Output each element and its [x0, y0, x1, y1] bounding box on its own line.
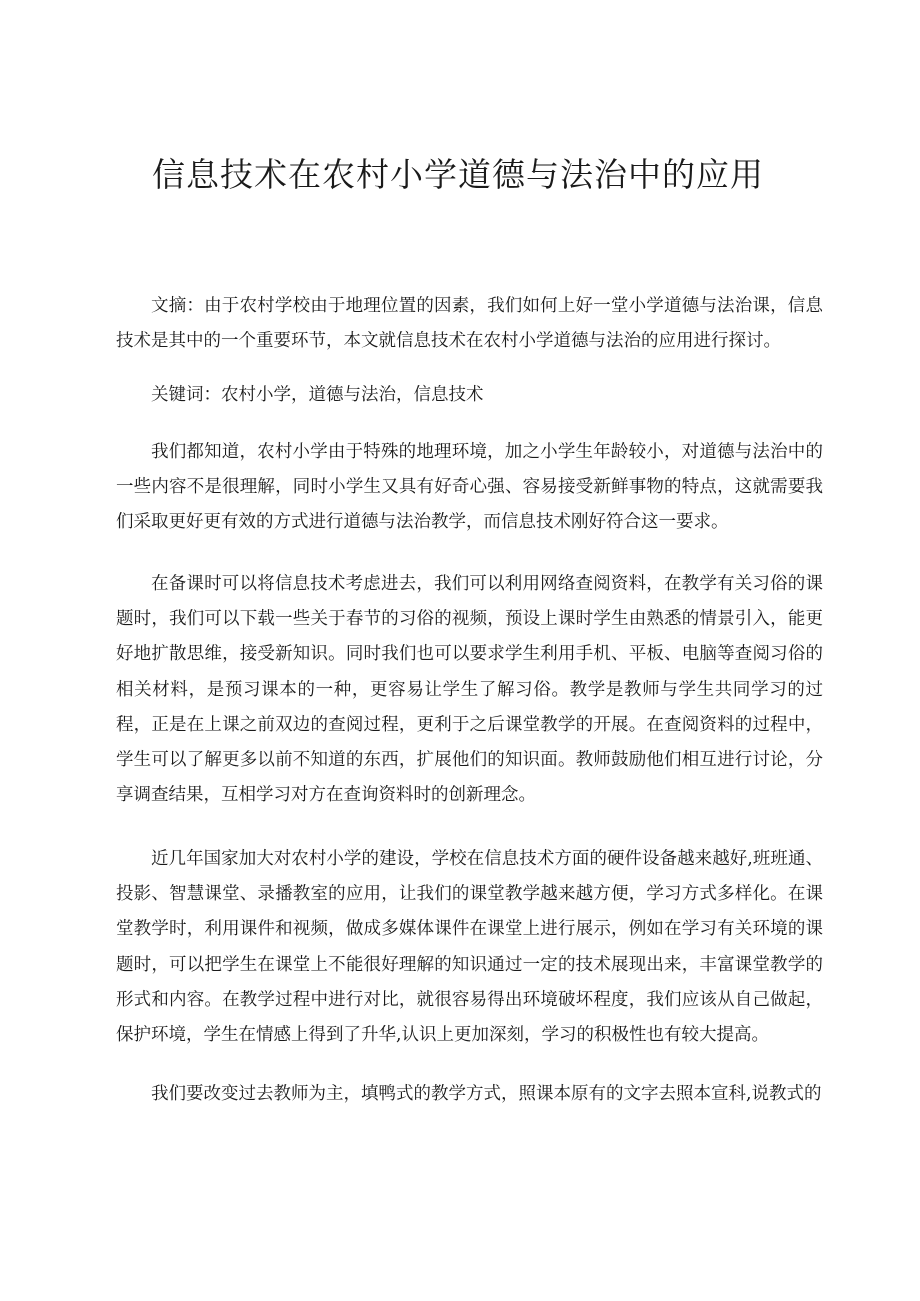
abstract-paragraph: 文摘：由于农村学校由于地理位置的因素，我们如何上好一堂小学道德与法治课，信息技术是其中的一个重要环节，本文就信息技术在农村小学道德与法治的应用进行探讨。 — [116, 296, 823, 352]
keywords-line: 关键词：农村小学，道德与法治，信息技术 — [151, 385, 484, 405]
body-paragraph-1: 我们都知道，农村小学由于特殊的地理环境，加之小学生年龄较小，对道德与法治中的一些内容不是很理解，同时小学生又具有好奇心强、容易接受新鲜事物的特点，这就需要我们采取更好更有效的方式进行道德与法治教学，而信息技术刚好符合这一要求。 — [116, 442, 823, 533]
document-title: 信息技术在农村小学道德与法治中的应用 — [152, 155, 764, 194]
body-paragraph-4: 我们要改变过去教师为主，填鸭式的教学方式，照课本原有的文字去照本宣科,说教式的 — [151, 1084, 822, 1104]
body-paragraph-3: 近几年国家加大对农村小学的建设，学校在信息技术方面的硬件设备越来越好,班班通、投影、智慧课堂、录播教室的应用，让我们的课堂教学越来越方便，学习方式多样化。在课堂教学时，利用课件和视频，做成多媒体课件在课堂上进行展示，例如在学习有关环境的课题时，可以把学生在课堂上不能很好理解的知识通过一定的技术展现出来，丰富课堂教学的形式和内容。在教学过程中进行对比，就很容易得出环境破坏程度，我们应该从自己做起，保护环境，学生在情感上得到了升华,认识上更加深刻，学习的积极性也有较大提高。 — [116, 849, 823, 1046]
body-paragraph-2: 在备课时可以将信息技术考虑进去，我们可以利用网络查阅资料，在教学有关习俗的课题时，我们可以下载一些关于春节的习俗的视频，预设上课时学生由熟悉的情景引入，能更好地扩散思维，接受新知识。同时我们也可以要求学生利用手机、平板、电脑等查阅习俗的相关材料，是预习课本的一种，更容易让学生了解习俗。教学是教师与学生共同学习的过程，正是在上课之前双边的查阅过程，更利于之后课堂教学的开展。在查阅资料的过程中，学生可以了解更多以前不知道的东西，扩展他们的知识面。教师鼓励他们相互进行讨论，分享调查结果，互相学习对方在查询资料时的创新理念。 — [116, 574, 823, 806]
